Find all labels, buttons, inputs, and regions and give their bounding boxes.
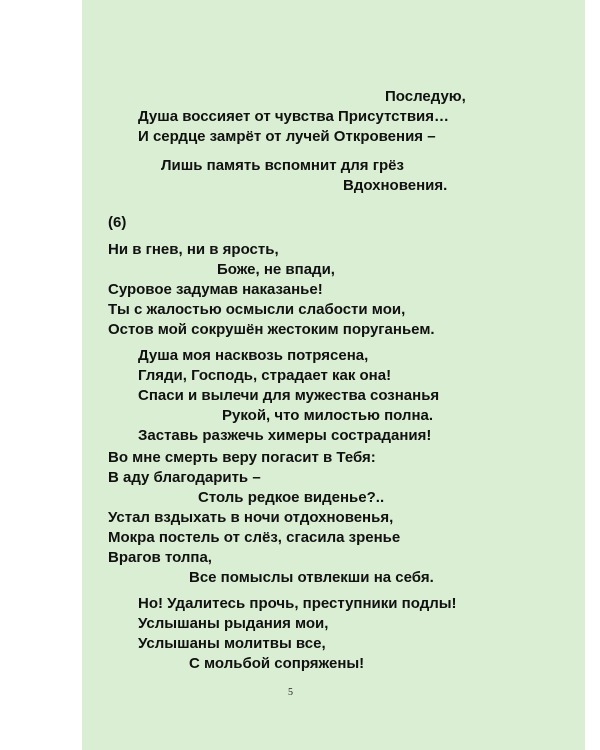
poem-line: Все помыслы отвлекши на себя. <box>189 569 434 586</box>
poem-line: Спаси и вылечи для мужества сознанья <box>138 387 440 404</box>
poem-line: Душа воссияет от чувства Присутствия… <box>138 108 450 125</box>
poem-line: Гляди, Господь, страдает как она! <box>138 367 392 384</box>
poem-line: И сердце замрёт от лучей Откровения – <box>138 128 436 145</box>
poem-line: Услышаны молитвы все, <box>138 635 326 652</box>
section-number: (6) <box>108 214 127 231</box>
poem-line: Лишь память вспомнит для грёз <box>161 157 404 174</box>
page-number: 5 <box>288 687 293 698</box>
poem-line: Но! Удалитесь прочь, преступники подлы! <box>138 595 457 612</box>
poem-line: Услышаны рыдания мои, <box>138 615 329 632</box>
poem-line: В аду благодарить – <box>108 469 261 486</box>
poem-line: Заставь разжечь химеры сострадания! <box>138 427 432 444</box>
poem-line: Рукой, что милостью полна. <box>222 407 434 424</box>
document-page <box>82 0 585 750</box>
poem-line: Боже, не впади, <box>217 261 335 278</box>
poem-line: Устал вздыхать в ночи отдохновенья, <box>108 509 394 526</box>
poem-line: Мокра постель от слёз, сгасила зренье <box>108 529 401 546</box>
poem-line: Ни в гнев, ни в ярость, <box>108 241 279 258</box>
poem-line: Во мне смерть веру погасит в Тебя: <box>108 449 376 466</box>
poem-line: Столь редкое виденье?.. <box>198 489 385 506</box>
poem-line: Последую, <box>385 88 466 105</box>
poem-line: С мольбой сопряжены! <box>189 655 365 672</box>
poem-line: Душа моя насквозь потрясена, <box>138 347 369 364</box>
poem-line: Врагов толпа, <box>108 549 212 566</box>
poem-line: Суровое задумав наказанье! <box>108 281 323 298</box>
poem-line: Вдохновения. <box>343 177 448 194</box>
poem-line: Ты с жалостью осмысли слабости мои, <box>108 301 406 318</box>
poem-line: Остов мой сокрушён жестоким поруганьем. <box>108 321 435 338</box>
